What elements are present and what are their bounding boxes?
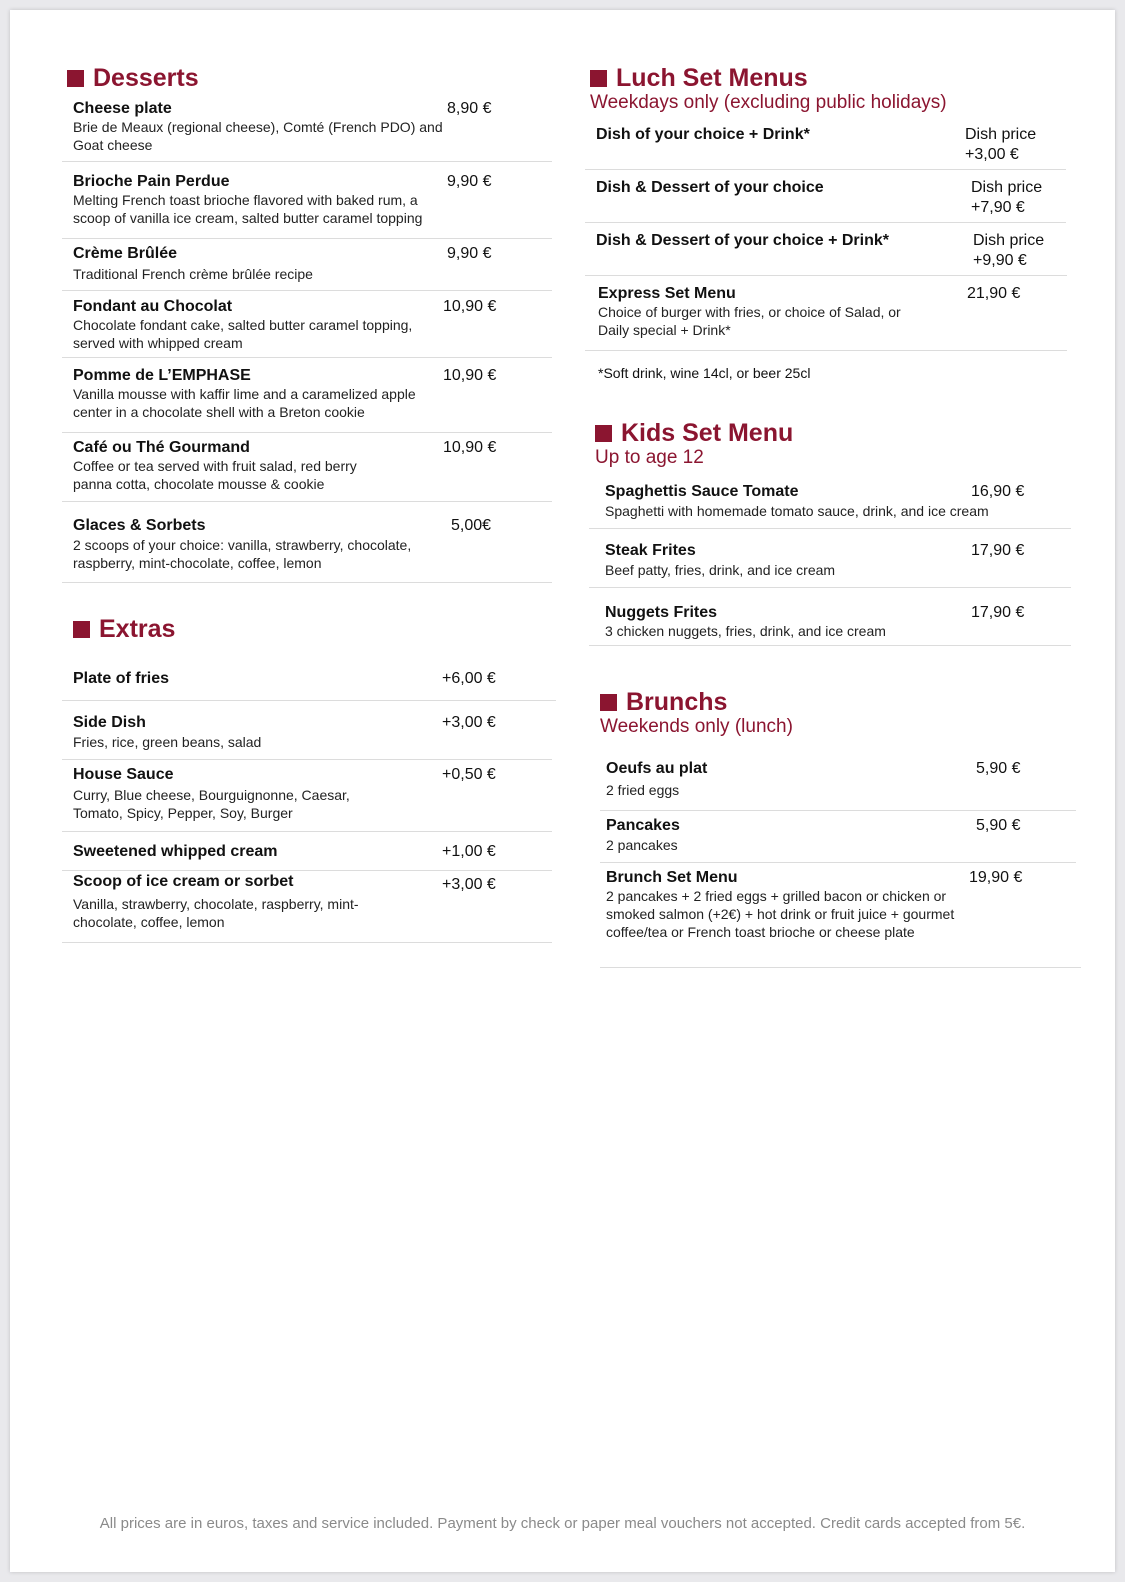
list-item: Side Dish Fries, rice, green beans, salad +3,00 €	[62, 701, 552, 760]
lunch-section	[585, 64, 1083, 382]
list-item: Dish of your choice + Drink* Dish price +3,00 €	[585, 117, 1066, 170]
item-price: 19,90 €	[969, 869, 1023, 886]
item-price: +3,00 €	[442, 714, 496, 731]
extras-section	[62, 615, 556, 943]
lunch-list	[585, 117, 1083, 351]
kids-section	[585, 419, 1083, 646]
item-price: 21,90 €	[967, 285, 1021, 302]
list-item: Fondant au Chocolat Chocolate fondant cake, salted butter caramel topping, served with whipped cream 10,90 €	[62, 291, 552, 358]
item-price: 10,90 €	[443, 298, 497, 315]
desserts-title: Desserts	[67, 64, 556, 92]
footer-note: All prices are in euros, taxes and service included. Payment by check or paper meal vouchers not accepted. Credit cards accepted from 5€.	[99, 1515, 1026, 1532]
item-price: Dish price +3,00 €	[965, 126, 1037, 163]
list-item: Crème Brûlée Traditional French crème brûlée recipe 9,90 €	[62, 239, 552, 291]
brunchs-section	[585, 688, 1083, 968]
lunch-subtitle: Weekdays only (excluding public holidays)	[590, 92, 947, 113]
extras-title: Extras	[73, 615, 556, 643]
list-item: Steak Frites Beef patty, fries, drink, and ice cream 17,90 €	[589, 529, 1071, 588]
item-price: Dish price +7,90 €	[971, 179, 1043, 216]
list-item: Sweetened whipped cream +1,00 €	[62, 832, 552, 871]
list-item: Oeufs au plat 2 fried eggs 5,90 €	[600, 755, 1076, 811]
list-item: Dish & Dessert of your choice Dish price +7,90 €	[585, 170, 1066, 223]
square-bullet-icon	[595, 425, 612, 442]
item-price: 9,90 €	[447, 173, 492, 190]
item-price: 10,90 €	[443, 439, 497, 456]
brunchs-subtitle: Weekends only (lunch)	[600, 716, 793, 737]
desserts-section	[62, 64, 556, 583]
brunchs-title: Brunchs	[600, 688, 1083, 716]
list-item: Dish & Dessert of your choice + Drink* Dish price +9,90 €	[585, 223, 1067, 276]
item-price: 5,00€	[451, 517, 492, 534]
kids-subtitle: Up to age 12	[595, 447, 704, 468]
list-item: Cheese plate Brie de Meaux (regional cheese), Comté (French PDO) and Goat cheese 8,90 €	[62, 99, 552, 162]
item-price: +1,00 €	[442, 843, 496, 860]
square-bullet-icon	[67, 70, 84, 87]
menu-page	[10, 10, 1115, 1572]
list-item: Pomme de L’EMPHASE Vanilla mousse with kaffir lime and a caramelized apple center in a chocolate shell with a Breton cookie 10,90 €	[62, 358, 552, 433]
list-item: Express Set Menu Choice of burger with fries, or choice of Salad, or Daily special + Drink* 21,90 €	[585, 276, 1067, 351]
list-item: Scoop of ice cream or sorbet Vanilla, strawberry, chocolate, raspberry, mint-chocolate, coffee, lemon +3,00 €	[62, 871, 552, 943]
square-bullet-icon	[73, 621, 90, 638]
list-item: Brioche Pain Perdue Melting French toast brioche flavored with baked rum, a scoop of vanilla ice cream, salted butter caramel topping 9,90 €	[62, 162, 552, 239]
drink-footnote: *Soft drink, wine 14cl, or beer 25cl	[598, 365, 811, 381]
item-price: +0,50 €	[442, 766, 496, 783]
list-item: Café ou Thé Gourmand Coffee or tea served with fruit salad, red berry panna cotta, chocolate mousse & cookie 10,90 €	[62, 433, 552, 502]
desserts-list	[62, 99, 556, 583]
item-price: 9,90 €	[447, 245, 492, 262]
list-item: Spaghettis Sauce Tomate Spaghetti with homemade tomato sauce, drink, and ice cream 16,90 €	[589, 482, 1071, 529]
item-price: +3,00 €	[442, 876, 496, 893]
list-item: Nuggets Frites 3 chicken nuggets, fries, drink, and ice cream 17,90 €	[589, 588, 1071, 646]
item-price: +6,00 €	[442, 670, 496, 687]
list-item: Pancakes 2 pancakes 5,90 €	[600, 811, 1076, 863]
square-bullet-icon	[600, 694, 617, 711]
list-item: Brunch Set Menu 2 pancakes + 2 fried eggs + grilled bacon or chicken or smoked salmon (+2€) + hot drink or fruit juice + gourmet coffee/tea or French toast brioche or cheese plate 19,90 €	[600, 863, 1081, 968]
lunch-title: Luch Set Menus	[590, 64, 1083, 92]
item-price: 16,90 €	[971, 483, 1025, 500]
kids-list	[585, 482, 1083, 646]
item-price: 17,90 €	[971, 542, 1025, 559]
list-item: Plate of fries +6,00 €	[62, 665, 556, 701]
extras-list	[62, 665, 556, 943]
item-price: 17,90 €	[971, 604, 1025, 621]
item-price: 8,90 €	[447, 100, 492, 117]
square-bullet-icon	[590, 70, 607, 87]
item-price: 10,90 €	[443, 367, 497, 384]
item-price: 5,90 €	[976, 817, 1021, 834]
brunchs-list	[585, 755, 1083, 968]
list-item: Glaces & Sorbets 2 scoops of your choice: vanilla, strawberry, chocolate, raspberry, mint-chocolate, coffee, lemon 5,00€	[62, 502, 552, 583]
item-price: Dish price +9,90 €	[973, 232, 1045, 269]
list-item: House Sauce Curry, Blue cheese, Bourguignonne, Caesar, Tomato, Spicy, Pepper, Soy, Burger +0,50 €	[62, 760, 552, 832]
item-price: 5,90 €	[976, 760, 1021, 777]
kids-title: Kids Set Menu	[595, 419, 1083, 447]
